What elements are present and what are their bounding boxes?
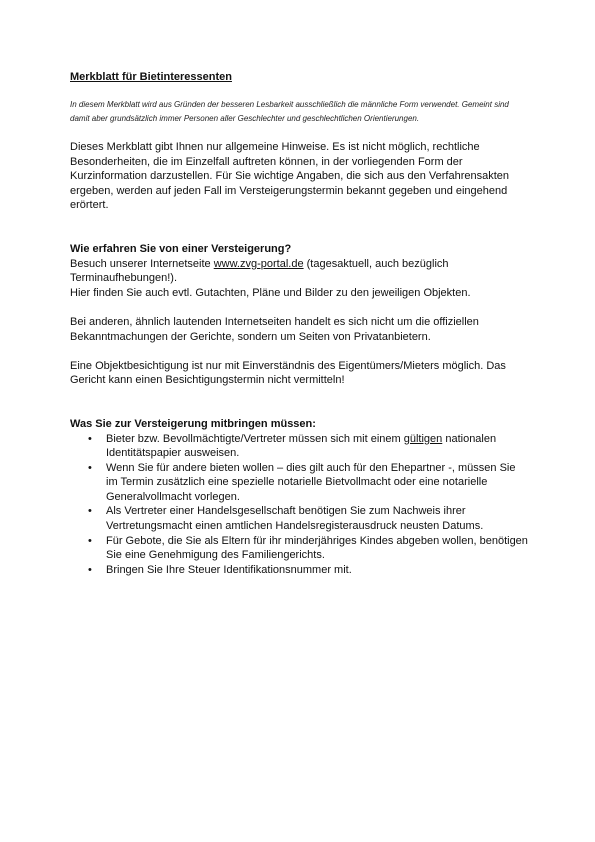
item-text: Als Vertreter einer Handelsgesellschaft benötigen Sie zum Nachweis ihrer Vertretungsmacht einen amtlichen Handelsregisterausdruck neusten Datums.: [106, 505, 484, 533]
intro-paragraph: Dieses Merkblatt gibt Ihnen nur allgemeine Hinweise. Es ist nicht möglich, rechtliche Besonderheiten, die im Einzelfall auftreten können, in der vorliegenden Form der Kurzinformation darzustellen. Für Sie wichtige Angaben, die sich aus den Verfahrensakten ergeben, werden auf jeden Fall im Versteigerungstermin bekannt gegeben und eingehend erörtert.: [70, 141, 510, 212]
requirements-list: [70, 432, 530, 578]
zvg-portal-link[interactable]: www.zvg-portal.de: [213, 257, 304, 270]
item-text: Bieter bzw. Bevollmächtigte/Vertreter müssen sich mit einem: [106, 432, 404, 445]
section-heading-what-to-bring: Was Sie zur Versteigerung mitbringen müssen:: [70, 417, 316, 430]
spacer: [70, 344, 530, 359]
bullet-icon: •: [88, 563, 92, 576]
spacer: [70, 213, 530, 242]
item-text: Bringen Sie Ihre Steuer Identifikationsnummer mit.: [106, 563, 352, 576]
viewing-paragraph: Eine Objektbesichtigung ist nur mit Einverständnis des Eigentümers/Mieters möglich. Das Gericht kann einen Besichtigungstermin nicht vermitteln!: [70, 359, 506, 387]
website-text-prefix: Besuch unserer Internetseite: [70, 257, 214, 270]
website-text-suffix: (tagesaktuell, auch bezüglich Terminaufhebungen!).: [70, 257, 449, 285]
bullet-icon: •: [88, 534, 92, 547]
bullet-icon: •: [88, 432, 92, 445]
document-title: Merkblatt für Bietinteressenten: [70, 71, 232, 83]
section-heading-how-to-learn: Wie erfahren Sie von einer Versteigerung?: [70, 242, 292, 255]
gender-note: In diesem Merkblatt wird aus Gründen der besseren Lesbarkeit ausschließlich die männliche Form verwendet. Gemeint sind damit aber grundsätzlich immer Personen aller Geschlechter und geschlechtlichen Orientierungen.: [70, 100, 509, 123]
website-paragraph: [70, 257, 530, 301]
document-content: [70, 70, 530, 577]
spacer: [70, 300, 530, 315]
bullet-icon: •: [88, 505, 92, 518]
bullet-icon: •: [88, 461, 92, 474]
item-text: Wenn Sie für andere bieten wollen – dies gilt auch für den Ehepartner -, müssen Sie im Termin zusätzlich eine spezielle notarielle Bietvollmacht oder eine notarielle Generalvollmacht vorlegen.: [106, 461, 516, 503]
list-item: [70, 432, 530, 461]
list-item: [70, 504, 530, 533]
item-text-underlined: gültigen: [403, 432, 443, 445]
list-item: [70, 461, 530, 505]
list-item: [70, 563, 530, 578]
list-item: [70, 534, 530, 563]
other-sites-paragraph: Bei anderen, ähnlich lautenden Internetseiten handelt es sich nicht um die offiziellen Bekanntmachungen der Gerichte, sondern um Seiten von Privatanbietern.: [70, 315, 479, 343]
website-text-line2: Hier finden Sie auch evtl. Gutachten, Pläne und Bilder zu den jeweiligen Objekten.: [70, 286, 471, 299]
spacer: [70, 388, 530, 417]
item-text: Für Gebote, die Sie als Eltern für ihr minderjähriges Kindes abgeben wollen, benötigen Sie eine Genehmigung des Familiengerichts.: [106, 534, 528, 562]
item-text: nationalen Identitätspapier ausweisen.: [106, 432, 497, 460]
